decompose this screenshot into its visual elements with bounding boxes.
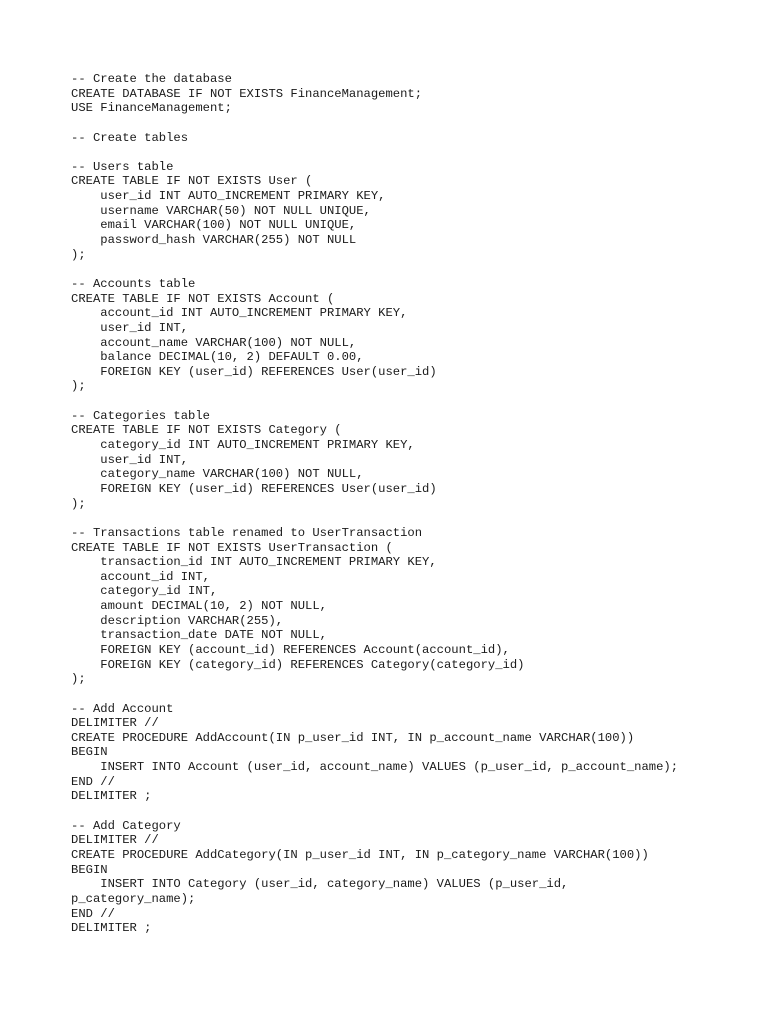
code-line: -- Add Account [71, 701, 174, 716]
code-line [71, 511, 678, 526]
code-line [71, 145, 678, 160]
code-line: description VARCHAR(255), [71, 613, 284, 628]
code-line: FOREIGN KEY (account_id) REFERENCES Account(account_id), [71, 642, 510, 657]
code-line: BEGIN [71, 745, 108, 760]
code-line: category_id INT AUTO_INCREMENT PRIMARY KEY, [71, 438, 415, 453]
code-line: -- Accounts table [71, 276, 196, 291]
sql-code-block [71, 72, 678, 936]
code-line: FOREIGN KEY (user_id) REFERENCES User(user_id) [71, 481, 437, 496]
code-line: ); [71, 379, 86, 394]
code-line: USE FinanceManagement; [71, 101, 232, 116]
code-line [71, 687, 678, 702]
code-line: CREATE PROCEDURE AddCategory(IN p_user_id INT, IN p_category_name VARCHAR(100)) [71, 847, 649, 862]
code-line: account_name VARCHAR(100) NOT NULL, [71, 335, 357, 350]
code-line: user_id INT AUTO_INCREMENT PRIMARY KEY, [71, 189, 386, 204]
code-line: p_category_name); [71, 891, 196, 906]
code-line: -- Users table [71, 159, 174, 174]
code-line: FOREIGN KEY (category_id) REFERENCES Category(category_id) [71, 657, 525, 672]
code-line: DELIMITER // [71, 716, 159, 731]
code-line: category_id INT, [71, 584, 218, 599]
code-line [71, 394, 678, 409]
code-line: ); [71, 496, 86, 511]
code-line: DELIMITER ; [71, 789, 152, 804]
code-line: amount DECIMAL(10, 2) NOT NULL, [71, 599, 327, 614]
code-line: -- Add Category [71, 818, 181, 833]
code-line [71, 804, 678, 819]
code-line: DELIMITER // [71, 833, 159, 848]
code-line: CREATE DATABASE IF NOT EXISTS FinanceManagement; [71, 86, 423, 101]
code-line: email VARCHAR(100) NOT NULL UNIQUE, [71, 218, 357, 233]
code-line: username VARCHAR(50) NOT NULL UNIQUE, [71, 203, 371, 218]
code-line: account_id INT, [71, 569, 210, 584]
code-line: CREATE TABLE IF NOT EXISTS User ( [71, 174, 313, 189]
code-line [71, 262, 678, 277]
code-line: CREATE TABLE IF NOT EXISTS Category ( [71, 423, 342, 438]
code-line: user_id INT, [71, 320, 189, 335]
code-line: ); [71, 672, 86, 687]
code-line: ); [71, 247, 86, 262]
code-line: FOREIGN KEY (user_id) REFERENCES User(user_id) [71, 364, 437, 379]
code-line: category_name VARCHAR(100) NOT NULL, [71, 467, 364, 482]
code-line: INSERT INTO Category (user_id, category_name) VALUES (p_user_id, [71, 877, 569, 892]
code-line: END // [71, 774, 115, 789]
code-line: -- Create the database [71, 72, 232, 86]
code-line: account_id INT AUTO_INCREMENT PRIMARY KEY, [71, 306, 408, 321]
code-line: CREATE TABLE IF NOT EXISTS Account ( [71, 291, 335, 306]
code-line: BEGIN [71, 862, 108, 877]
code-line: transaction_date DATE NOT NULL, [71, 628, 327, 643]
code-line: INSERT INTO Account (user_id, account_name) VALUES (p_user_id, p_account_name); [71, 760, 679, 775]
code-line: password_hash VARCHAR(255) NOT NULL [71, 233, 357, 248]
code-line: -- Categories table [71, 408, 210, 423]
code-line: CREATE TABLE IF NOT EXISTS UserTransaction ( [71, 540, 393, 555]
code-line: -- Create tables [71, 130, 189, 145]
code-line: user_id INT, [71, 452, 189, 467]
code-line: CREATE PROCEDURE AddAccount(IN p_user_id INT, IN p_account_name VARCHAR(100)) [71, 730, 635, 745]
code-line: balance DECIMAL(10, 2) DEFAULT 0.00, [71, 350, 364, 365]
code-line: END // [71, 906, 115, 921]
code-line: -- Transactions table renamed to UserTransaction [71, 525, 423, 540]
code-line: DELIMITER ; [71, 921, 152, 936]
code-line: transaction_id INT AUTO_INCREMENT PRIMARY KEY, [71, 555, 437, 570]
code-line [71, 116, 678, 131]
